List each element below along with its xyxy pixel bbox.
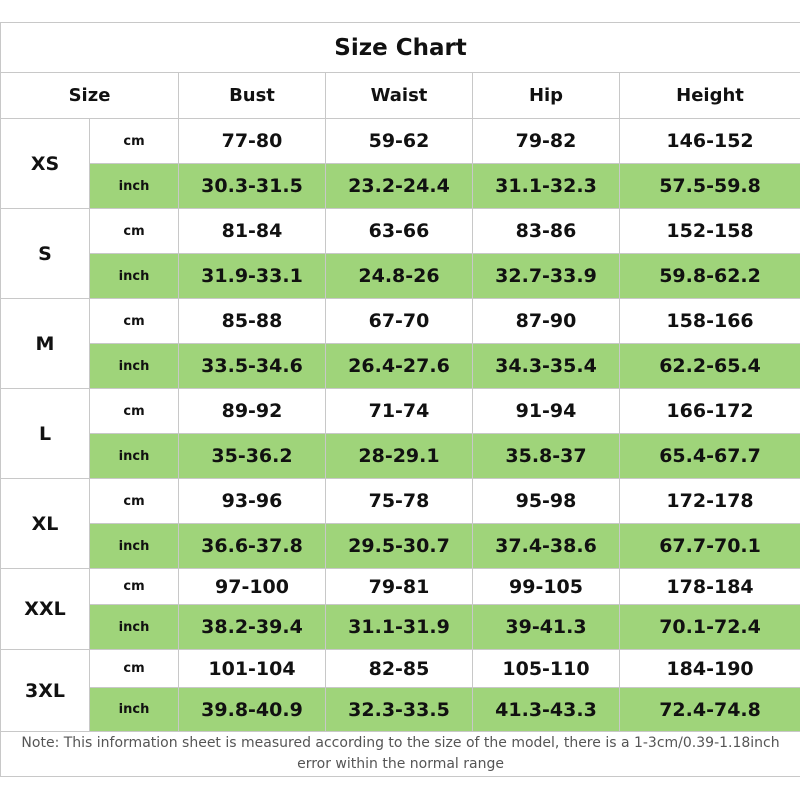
measurement-cell: 57.5-59.8 <box>620 164 800 209</box>
measurement-cell: 35-36.2 <box>179 434 326 479</box>
note-row <box>1 732 800 777</box>
measurement-cell: 99-105 <box>473 569 620 605</box>
size-chart-table <box>0 22 800 777</box>
measurement-cell: 97-100 <box>179 569 326 605</box>
measurement-cell: 75-78 <box>326 479 473 524</box>
size-label: 3XL <box>1 650 90 732</box>
unit-label: inch <box>90 434 179 479</box>
table-row <box>1 299 800 344</box>
unit-label: cm <box>90 650 179 688</box>
measurement-cell: 158-166 <box>620 299 800 344</box>
unit-label: cm <box>90 479 179 524</box>
unit-label: cm <box>90 389 179 434</box>
header-height: Height <box>620 73 800 119</box>
measurement-cell: 35.8-37 <box>473 434 620 479</box>
measurement-cell: 31.1-32.3 <box>473 164 620 209</box>
measurement-cell: 33.5-34.6 <box>179 344 326 389</box>
measurement-cell: 152-158 <box>620 209 800 254</box>
measurement-cell: 91-94 <box>473 389 620 434</box>
measurement-cell: 37.4-38.6 <box>473 524 620 569</box>
measurement-cell: 63-66 <box>326 209 473 254</box>
measurement-cell: 67-70 <box>326 299 473 344</box>
measurement-cell: 184-190 <box>620 650 800 688</box>
measurement-cell: 93-96 <box>179 479 326 524</box>
header-size: Size <box>1 73 179 119</box>
measurement-cell: 172-178 <box>620 479 800 524</box>
size-label: XS <box>1 119 90 209</box>
size-label: XL <box>1 479 90 569</box>
unit-label: cm <box>90 119 179 164</box>
measurement-cell: 81-84 <box>179 209 326 254</box>
table-row <box>1 524 800 569</box>
measurement-cell: 34.3-35.4 <box>473 344 620 389</box>
measurement-cell: 77-80 <box>179 119 326 164</box>
unit-label: cm <box>90 299 179 344</box>
table-row <box>1 434 800 479</box>
size-label: L <box>1 389 90 479</box>
measurement-cell: 23.2-24.4 <box>326 164 473 209</box>
table-row <box>1 344 800 389</box>
measurement-cell: 95-98 <box>473 479 620 524</box>
measurement-cell: 31.1-31.9 <box>326 605 473 650</box>
measurement-cell: 70.1-72.4 <box>620 605 800 650</box>
measurement-cell: 166-172 <box>620 389 800 434</box>
unit-label: inch <box>90 688 179 732</box>
measurement-cell: 39-41.3 <box>473 605 620 650</box>
measurement-cell: 62.2-65.4 <box>620 344 800 389</box>
size-label: S <box>1 209 90 299</box>
measurement-cell: 41.3-43.3 <box>473 688 620 732</box>
measurement-cell: 101-104 <box>179 650 326 688</box>
table-row <box>1 209 800 254</box>
table-row <box>1 164 800 209</box>
unit-label: cm <box>90 209 179 254</box>
title-row <box>1 23 800 73</box>
size-label: XXL <box>1 569 90 650</box>
measurement-cell: 85-88 <box>179 299 326 344</box>
header-waist: Waist <box>326 73 473 119</box>
unit-label: inch <box>90 254 179 299</box>
unit-label: inch <box>90 524 179 569</box>
header-bust: Bust <box>179 73 326 119</box>
measurement-cell: 178-184 <box>620 569 800 605</box>
header-hip: Hip <box>473 73 620 119</box>
measurement-cell: 26.4-27.6 <box>326 344 473 389</box>
measurement-cell: 28-29.1 <box>326 434 473 479</box>
size-chart-sheet <box>0 22 800 777</box>
header-row <box>1 73 800 119</box>
chart-title: Size Chart <box>1 23 800 73</box>
measurement-cell: 24.8-26 <box>326 254 473 299</box>
measurement-cell: 71-74 <box>326 389 473 434</box>
measurement-cell: 87-90 <box>473 299 620 344</box>
table-row <box>1 389 800 434</box>
measurement-cell: 39.8-40.9 <box>179 688 326 732</box>
measurement-cell: 79-81 <box>326 569 473 605</box>
size-label: M <box>1 299 90 389</box>
unit-label: cm <box>90 569 179 605</box>
measurement-cell: 59-62 <box>326 119 473 164</box>
measurement-cell: 29.5-30.7 <box>326 524 473 569</box>
table-row <box>1 569 800 605</box>
measurement-cell: 38.2-39.4 <box>179 605 326 650</box>
table-row <box>1 650 800 688</box>
measurement-cell: 32.7-33.9 <box>473 254 620 299</box>
table-row <box>1 688 800 732</box>
measurement-cell: 105-110 <box>473 650 620 688</box>
unit-label: inch <box>90 344 179 389</box>
measurement-cell: 72.4-74.8 <box>620 688 800 732</box>
measurement-cell: 59.8-62.2 <box>620 254 800 299</box>
measurement-cell: 146-152 <box>620 119 800 164</box>
measurement-cell: 30.3-31.5 <box>179 164 326 209</box>
unit-label: inch <box>90 164 179 209</box>
measurement-cell: 32.3-33.5 <box>326 688 473 732</box>
table-row <box>1 254 800 299</box>
measurement-cell: 89-92 <box>179 389 326 434</box>
table-row <box>1 479 800 524</box>
measurement-cell: 79-82 <box>473 119 620 164</box>
measurement-cell: 65.4-67.7 <box>620 434 800 479</box>
table-row <box>1 119 800 164</box>
measurement-cell: 67.7-70.1 <box>620 524 800 569</box>
measurement-cell: 82-85 <box>326 650 473 688</box>
unit-label: inch <box>90 605 179 650</box>
measurement-cell: 36.6-37.8 <box>179 524 326 569</box>
measurement-cell: 31.9-33.1 <box>179 254 326 299</box>
table-row <box>1 605 800 650</box>
measurement-note: Note: This information sheet is measured according to the size of the model, there is a 1-3cm/0.39-1.18inch error within the normal range <box>1 732 800 777</box>
measurement-cell: 83-86 <box>473 209 620 254</box>
